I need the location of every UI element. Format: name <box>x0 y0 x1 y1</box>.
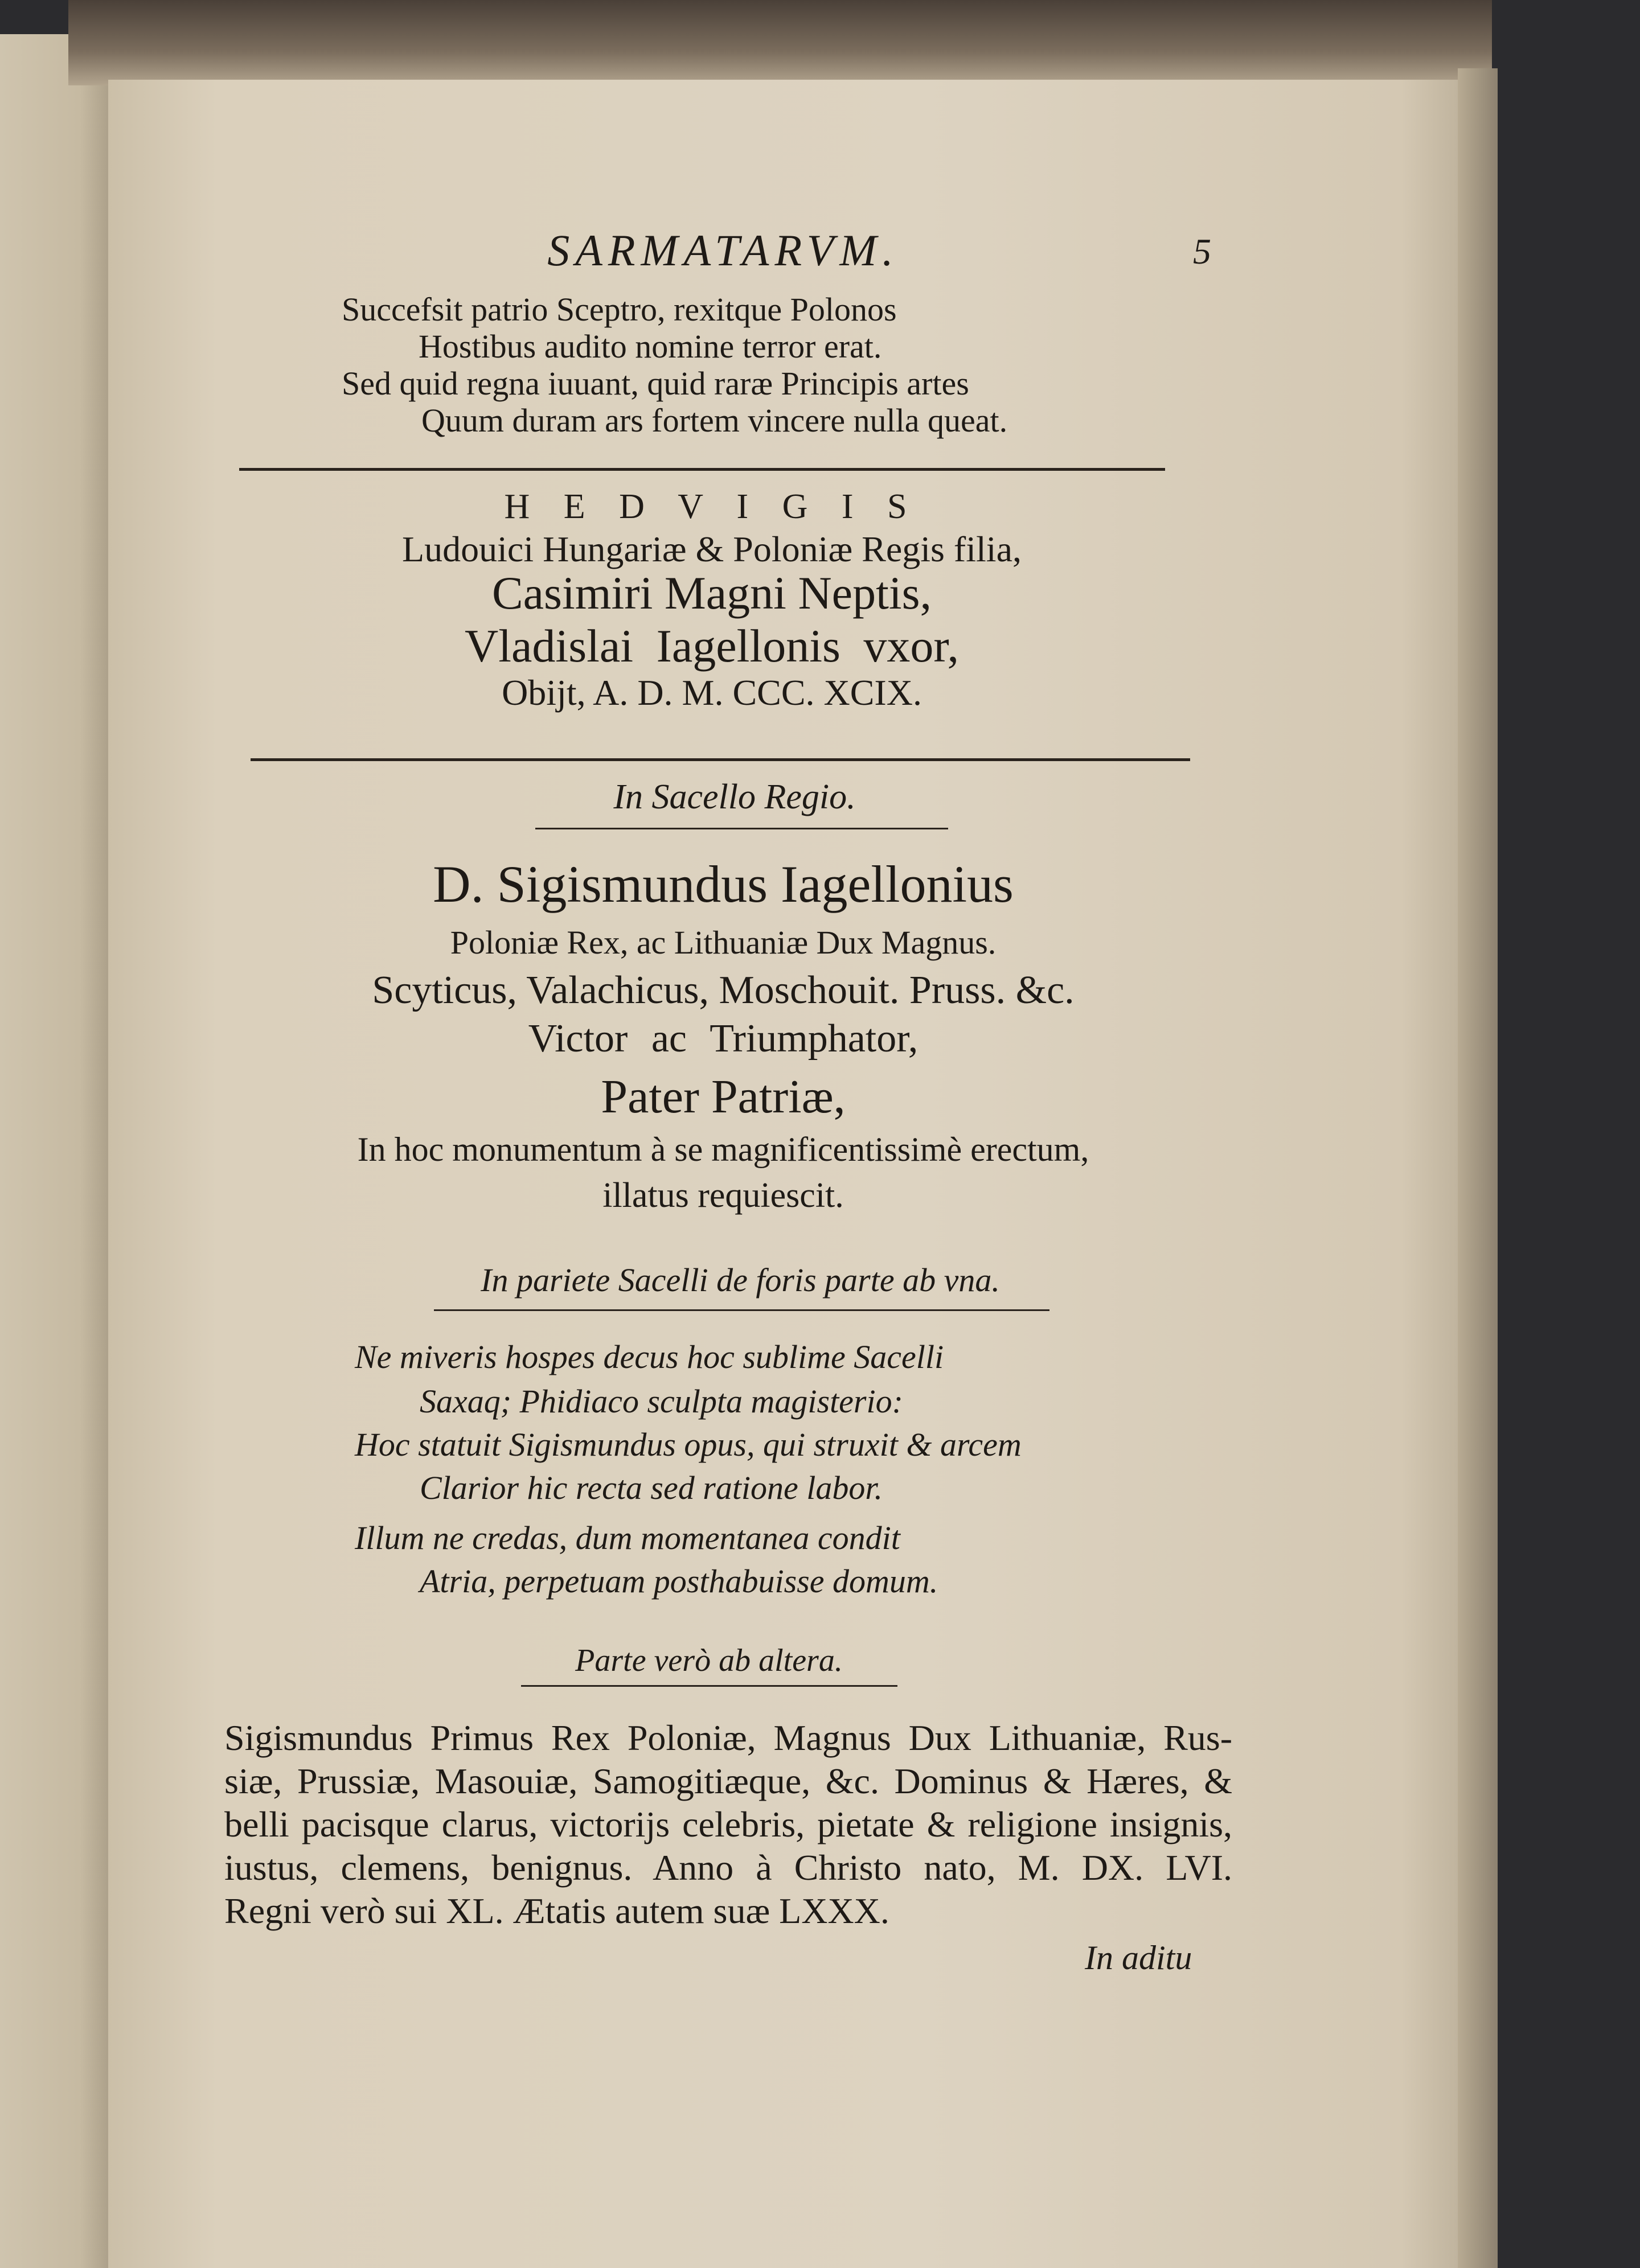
hedvigis-line: Casimiri Magni Neptis, <box>491 567 932 619</box>
section-heading: In Sacello Regio. <box>613 778 856 816</box>
prose-line: belli pacisque clarus, victorijs celebris, pietate & religione insignis, <box>224 1804 1232 1844</box>
catchword: In aditu <box>1085 1939 1192 1977</box>
heading-underline <box>434 1309 1049 1311</box>
hedvigis-line: Ludouici Hungariæ & Poloniæ Regis filia, <box>402 529 1022 569</box>
heading-underline <box>535 828 948 829</box>
hedvigis-name: H E D V I G I S <box>504 487 920 526</box>
verse-line: Atria, perpetuam posthabuisse domum. <box>420 1563 938 1600</box>
page-number: 5 <box>1193 231 1211 272</box>
prose-line: Sigismundus Primus Rex Poloniæ, Magnus Dux Lithuaniæ, Rus- <box>224 1718 1232 1758</box>
inscription-line: Victor ac Triumphator, <box>528 1017 919 1061</box>
hedvigis-line: Vladislai Iagellonis vxor, <box>465 620 959 672</box>
verse-line: Saxaq; Phidiaco sculpta magisterio: <box>420 1383 903 1420</box>
verse-line: Hostibus audito nomine terror erat. <box>419 328 882 365</box>
inscription-line: Scyticus, Valachicus, Moschouit. Pruss. &c. <box>372 968 1075 1012</box>
verse-line: Hoc statuit Sigismundus opus, qui struxit & arcem <box>355 1426 1022 1463</box>
verse-line: Illum ne credas, dum momentanea condit <box>355 1519 900 1556</box>
book-top-edge <box>68 0 1492 85</box>
inscription-line: In hoc monumentum à se magnificentissimè erectum, <box>357 1131 1089 1168</box>
verse-line: Ne miveris hospes decus hoc sublime Sacelli <box>355 1338 944 1375</box>
facing-page-edge <box>0 34 114 2268</box>
verse-line: Succefsit patrio Sceptro, rexitque Polonos <box>342 291 897 328</box>
page-fore-edge <box>1458 68 1498 2268</box>
verse-line: Clarior hic recta sed ratione labor. <box>420 1469 883 1506</box>
inscription-line: D. Sigismundus Iagellonius <box>433 855 1014 913</box>
prose-inscription <box>224 1716 1232 1933</box>
divider-rule <box>251 758 1190 761</box>
inscription-line: Poloniæ Rex, ac Lithuaniæ Dux Magnus. <box>450 924 997 961</box>
prose-line: Regni verò sui XL. Ætatis autem suæ LXXX. <box>224 1891 889 1931</box>
running-head: SARMATARVM. <box>547 225 899 275</box>
divider-rule <box>239 468 1165 471</box>
inscription-line: illatus requiescit. <box>602 1176 844 1215</box>
verse-line: Sed quid regna iuuant, quid raræ Principis artes <box>342 365 969 402</box>
hedvigis-line: Obijt, A. D. M. CCC. XCIX. <box>502 672 922 713</box>
prose-line: iustus, clemens, benignus. Anno à Christo nato, M. DX. LVI. <box>224 1847 1232 1888</box>
verse-line: Quum duram ars fortem vincere nulla queat. <box>421 402 1008 439</box>
section-heading: Parte verò ab altera. <box>575 1643 843 1678</box>
heading-underline <box>521 1685 897 1687</box>
prose-line: siæ, Prussiæ, Masouiæ, Samogitiæque, &c. Dominus & Hæres, & <box>224 1761 1232 1801</box>
inscription-line: Pater Patriæ, <box>601 1070 846 1123</box>
section-heading: In pariete Sacelli de foris parte ab vna. <box>481 1262 1000 1299</box>
